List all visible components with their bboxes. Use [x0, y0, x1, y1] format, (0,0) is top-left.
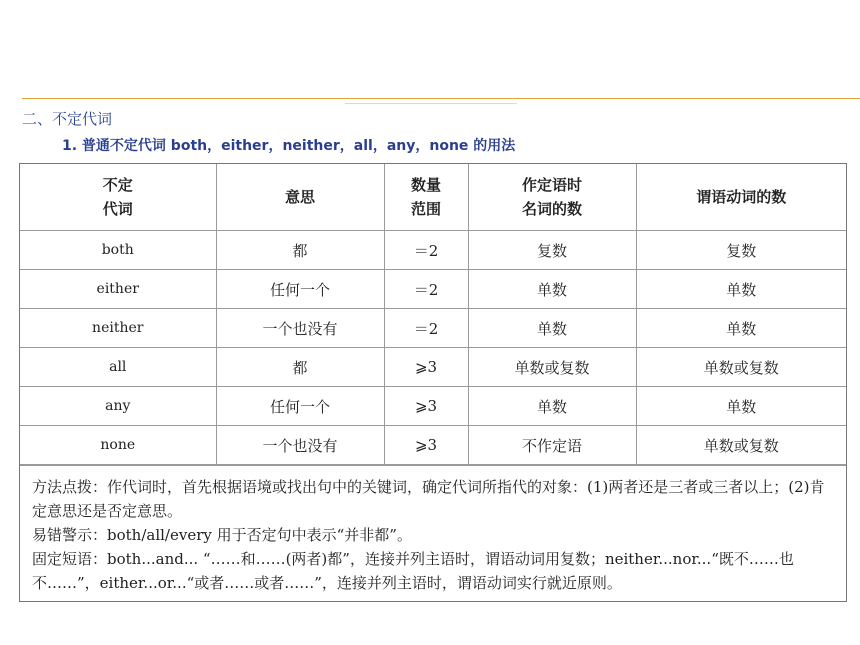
header-range-line2: 范围 [410, 200, 441, 218]
header-pronoun [20, 164, 216, 231]
header-range [384, 164, 468, 231]
verb-number-cell: 单数或复数 [636, 426, 846, 465]
table-header-row [20, 164, 846, 231]
table-row [20, 309, 846, 348]
header-verb-number-line1: 谓语动词的数 [696, 188, 787, 206]
meaning-cell: 都 [216, 348, 384, 387]
header-meaning-line1: 意思 [284, 188, 315, 206]
noun-number-cell: 单数 [468, 309, 636, 348]
table-row [20, 348, 846, 387]
table-row [20, 231, 846, 270]
noun-number-cell: 复数 [468, 231, 636, 270]
subsection-title: 1. 普通不定代词 both，either，neither，all，any，none 的用法 [62, 138, 516, 154]
notes-box [20, 465, 846, 601]
method-tip-text: 方法点拨：作代词时，首先根据语境或找出句中的关键词，确定代词所指代的对象：(1)两者还是三者或三者以上；(2)肯定意思还是否定意思。 [32, 478, 825, 520]
range-cell: ＝2 [384, 270, 468, 309]
table-row [20, 387, 846, 426]
fixed-phrases-text: 固定短语：both...and... “……和……(两者)都”，连接并列主语时，谓语动词用复数；neither...nor...“既不……也不……”，either...or...“或者……或者……”，连接并列主语时，谓语动词实行就近原则。 [32, 550, 794, 592]
pronoun-cell: none [20, 426, 216, 465]
header-verb-number [636, 164, 846, 231]
noun-number-cell: 单数或复数 [468, 348, 636, 387]
range-cell: ＝2 [384, 309, 468, 348]
verb-number-cell: 单数或复数 [636, 348, 846, 387]
header-meaning [216, 164, 384, 231]
pronoun-cell: either [20, 270, 216, 309]
section-title: 二、不定代词 [22, 110, 113, 128]
verb-number-cell: 单数 [636, 387, 846, 426]
header-noun-number-line2: 名词的数 [521, 200, 582, 218]
header-pronoun-line1: 不定 [102, 176, 133, 194]
table-row [20, 426, 846, 465]
meaning-cell: 一个也没有 [216, 309, 384, 348]
top-faint-line [345, 103, 517, 104]
pronoun-cell: both [20, 231, 216, 270]
meaning-cell: 一个也没有 [216, 426, 384, 465]
range-cell: ⩾3 [384, 387, 468, 426]
range-cell: ⩾3 [384, 426, 468, 465]
header-noun-number [468, 164, 636, 231]
common-error-text: 易错警示：both/all/every 用于否定句中表示“并非都”。 [32, 526, 412, 544]
verb-number-cell: 单数 [636, 309, 846, 348]
noun-number-cell: 不作定语 [468, 426, 636, 465]
verb-number-cell: 复数 [636, 231, 846, 270]
pronoun-cell: neither [20, 309, 216, 348]
table-row [20, 270, 846, 309]
header-pronoun-line2: 代词 [102, 200, 133, 218]
verb-number-cell: 单数 [636, 270, 846, 309]
pronoun-cell: all [20, 348, 216, 387]
meaning-cell: 任何一个 [216, 270, 384, 309]
noun-number-cell: 单数 [468, 387, 636, 426]
header-noun-number-line1: 作定语时 [521, 176, 582, 194]
header-range-line1: 数量 [410, 176, 441, 194]
pronoun-cell: any [20, 387, 216, 426]
pronoun-table [20, 164, 846, 465]
range-cell: ＝2 [384, 231, 468, 270]
range-cell: ⩾3 [384, 348, 468, 387]
pronoun-table-box [19, 163, 847, 602]
top-divider-line [22, 98, 860, 99]
noun-number-cell: 单数 [468, 270, 636, 309]
meaning-cell: 都 [216, 231, 384, 270]
meaning-cell: 任何一个 [216, 387, 384, 426]
